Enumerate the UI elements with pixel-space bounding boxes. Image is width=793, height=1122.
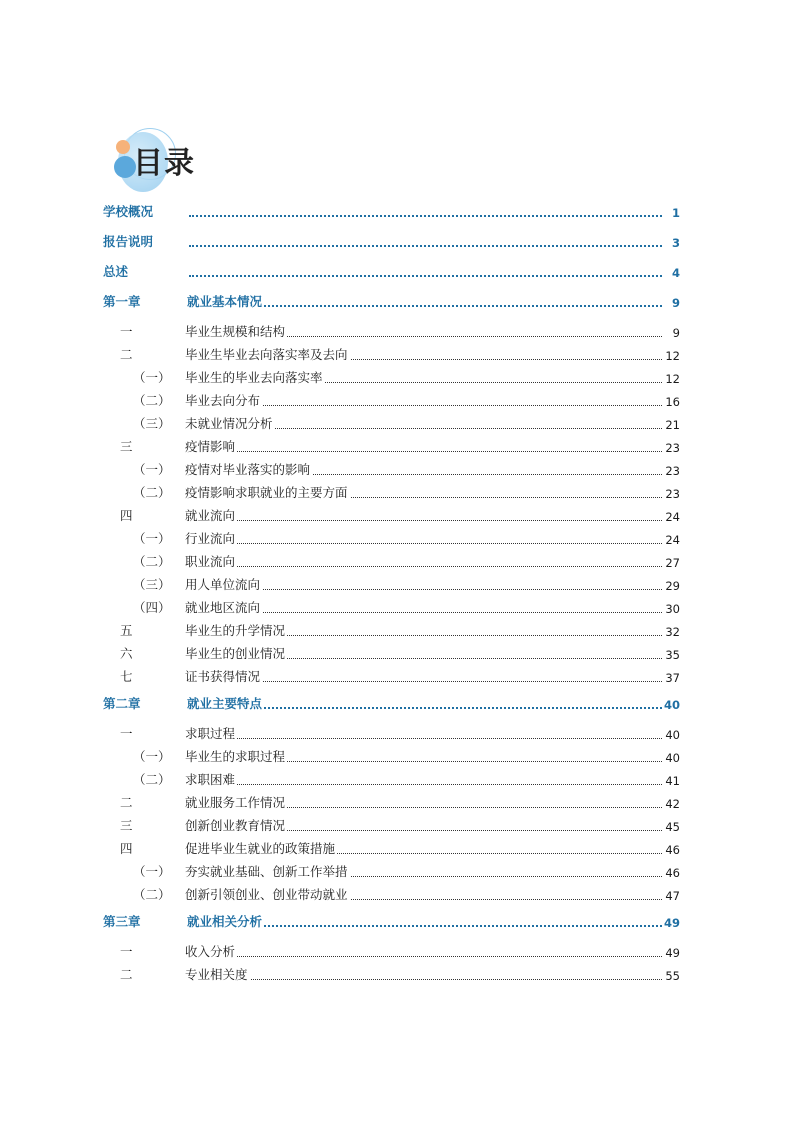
toc-entry-page: 27 bbox=[665, 556, 680, 570]
toc-entry-page: 9 bbox=[671, 296, 680, 310]
toc-entry[interactable] bbox=[103, 862, 680, 882]
toc-entry[interactable] bbox=[103, 202, 680, 222]
toc-entry-number: 二 bbox=[120, 795, 133, 810]
toc-entry-number: 七 bbox=[120, 669, 133, 684]
toc-entry[interactable] bbox=[103, 232, 680, 252]
dot-leader bbox=[253, 707, 662, 709]
toc-entry-number: 一 bbox=[120, 726, 133, 741]
dot-leader bbox=[233, 658, 662, 659]
toc-entry[interactable] bbox=[103, 747, 680, 767]
toc-entry-number: （二） bbox=[133, 772, 171, 787]
toc-entry-number: 第二章 bbox=[103, 696, 141, 711]
toc-entry-label: 毕业去向分布 bbox=[185, 393, 261, 408]
toc-entry-label: 就业服务工作情况 bbox=[185, 795, 286, 810]
dot-leader bbox=[233, 807, 662, 808]
toc-entry-number: 第三章 bbox=[103, 914, 141, 929]
dot-leader bbox=[233, 681, 662, 682]
toc-entry-page: 40 bbox=[665, 751, 680, 765]
toc-entry[interactable] bbox=[103, 942, 680, 962]
toc-entry[interactable] bbox=[103, 437, 680, 457]
toc-entry-label: 毕业生毕业去向落实率及去向 bbox=[185, 347, 348, 362]
toc-entry-page: 21 bbox=[665, 418, 680, 432]
toc-entry-label: 疫情影响求职就业的主要方面 bbox=[185, 485, 348, 500]
toc-entry-number: （一） bbox=[133, 749, 171, 764]
toc-entry-label: 证书获得情况 bbox=[185, 669, 261, 684]
toc-entry-page: 49 bbox=[663, 916, 680, 930]
toc-entry-label: 夯实就业基础、创新工作举措 bbox=[185, 864, 348, 879]
toc-entry-number: 四 bbox=[120, 508, 133, 523]
dot-leader bbox=[233, 784, 662, 785]
toc-entry-label: 疫情对毕业落实的影响 bbox=[185, 462, 311, 477]
dot-leader bbox=[233, 612, 662, 613]
toc-entry-page: 37 bbox=[665, 671, 680, 685]
toc-entry[interactable] bbox=[103, 724, 680, 744]
toc-entry-label: 学校概况 bbox=[103, 204, 154, 219]
toc-entry-page: 1 bbox=[671, 206, 680, 220]
toc-entry[interactable] bbox=[103, 345, 680, 365]
toc-entry[interactable] bbox=[103, 667, 680, 687]
toc-entry-label: 职业流向 bbox=[185, 554, 236, 569]
toc-entry-number: 三 bbox=[120, 818, 133, 833]
toc-entry[interactable] bbox=[103, 912, 680, 932]
toc-entry-number: 二 bbox=[120, 347, 133, 362]
toc-entry-label: 行业流向 bbox=[185, 531, 236, 546]
toc-entry[interactable] bbox=[103, 575, 680, 595]
toc-entry[interactable] bbox=[103, 292, 680, 312]
toc-entry-label: 报告说明 bbox=[103, 234, 154, 249]
dot-leader bbox=[233, 830, 662, 831]
toc-entry-page: 9 bbox=[672, 326, 680, 340]
toc-entry-number: （一） bbox=[133, 531, 171, 546]
toc-entry[interactable] bbox=[103, 621, 680, 641]
toc-entry[interactable] bbox=[103, 770, 680, 790]
toc-entry[interactable] bbox=[103, 483, 680, 503]
toc-entry[interactable] bbox=[103, 816, 680, 836]
dot-leader bbox=[189, 275, 662, 277]
toc-entry-page: 45 bbox=[665, 820, 680, 834]
toc-entry-page: 47 bbox=[665, 889, 680, 903]
toc-entry-number: （二） bbox=[133, 393, 171, 408]
toc-entry-number: （二） bbox=[133, 485, 171, 500]
toc-entry[interactable] bbox=[103, 368, 680, 388]
toc-entry-page: 35 bbox=[665, 648, 680, 662]
toc-entry-label: 毕业生的升学情况 bbox=[185, 623, 286, 638]
toc-entry-label: 创新创业教育情况 bbox=[185, 818, 286, 833]
toc-entry-number: 四 bbox=[120, 841, 133, 856]
dot-leader bbox=[189, 215, 662, 217]
toc-entry-page: 3 bbox=[671, 236, 680, 250]
decoration-dot-orange bbox=[116, 140, 130, 154]
toc-entry-page: 23 bbox=[665, 441, 680, 455]
toc-entry-number: （三） bbox=[133, 416, 171, 431]
dot-leader bbox=[233, 451, 662, 452]
toc-entry[interactable] bbox=[103, 644, 680, 664]
toc-entry-label: 毕业生的求职过程 bbox=[185, 749, 286, 764]
toc-entry[interactable] bbox=[103, 885, 680, 905]
toc-entry-page: 24 bbox=[665, 533, 680, 547]
dot-leader bbox=[233, 738, 662, 739]
toc-entry[interactable] bbox=[103, 460, 680, 480]
toc-entry[interactable] bbox=[103, 262, 680, 282]
toc-entry-page: 4 bbox=[671, 266, 680, 280]
toc-entry[interactable] bbox=[103, 694, 680, 714]
dot-leader bbox=[233, 543, 662, 544]
dot-leader bbox=[233, 566, 662, 567]
dot-leader bbox=[253, 305, 662, 307]
toc-entry-label: 就业相关分析 bbox=[187, 914, 263, 929]
toc-entry-label: 毕业生的毕业去向落实率 bbox=[185, 370, 323, 385]
toc-entry-page: 16 bbox=[665, 395, 680, 409]
toc-entry-page: 42 bbox=[665, 797, 680, 811]
toc-entry[interactable] bbox=[103, 965, 680, 985]
toc-entry-page: 55 bbox=[665, 969, 680, 983]
toc-entry-number: （二） bbox=[133, 554, 171, 569]
dot-leader bbox=[233, 520, 662, 521]
toc-entry-page: 41 bbox=[665, 774, 680, 788]
toc-entry[interactable] bbox=[103, 552, 680, 572]
toc-entry[interactable] bbox=[103, 793, 680, 813]
toc-entry-label: 求职过程 bbox=[185, 726, 236, 741]
toc-entry-label: 收入分析 bbox=[185, 944, 236, 959]
toc-entry-label: 总述 bbox=[103, 264, 129, 279]
toc-entry-label: 就业地区流向 bbox=[185, 600, 261, 615]
toc-entry[interactable] bbox=[103, 529, 680, 549]
toc-entry-number: 一 bbox=[120, 944, 133, 959]
toc-entry-page: 29 bbox=[665, 579, 680, 593]
toc-entry-page: 30 bbox=[665, 602, 680, 616]
toc-entry-page: 12 bbox=[665, 372, 680, 386]
toc-entry-number: 第一章 bbox=[103, 294, 141, 309]
toc-entry-label: 就业流向 bbox=[185, 508, 236, 523]
toc-entry-label: 专业相关度 bbox=[185, 967, 248, 982]
toc-entry-label: 就业基本情况 bbox=[187, 294, 263, 309]
toc-title: 目录 bbox=[133, 146, 195, 181]
toc-entry-page: 40 bbox=[663, 698, 680, 712]
toc-entry-label: 毕业生的创业情况 bbox=[185, 646, 286, 661]
toc-entry-number: （二） bbox=[133, 887, 171, 902]
toc-entry-page: 46 bbox=[665, 866, 680, 880]
dot-leader bbox=[233, 956, 662, 957]
toc-entry-number: 一 bbox=[120, 324, 133, 339]
toc-entry-number: 六 bbox=[120, 646, 133, 661]
toc-entry-page: 49 bbox=[665, 946, 680, 960]
toc-entry-label: 创新引领创业、创业带动就业 bbox=[185, 887, 348, 902]
dot-leader bbox=[233, 635, 662, 636]
toc-entry-number: （一） bbox=[133, 864, 171, 879]
dot-leader bbox=[233, 428, 662, 429]
toc-entry-label: 未就业情况分析 bbox=[185, 416, 273, 431]
toc-entry-label: 促进毕业生就业的政策措施 bbox=[185, 841, 336, 856]
toc-entry[interactable] bbox=[103, 322, 680, 342]
toc-entry[interactable] bbox=[103, 839, 680, 859]
toc-entry-number: （三） bbox=[133, 577, 171, 592]
dot-leader bbox=[233, 336, 662, 337]
toc-entry-page: 40 bbox=[665, 728, 680, 742]
toc-entry-label: 就业主要特点 bbox=[187, 696, 263, 711]
dot-leader bbox=[233, 405, 662, 406]
toc-entry-page: 24 bbox=[665, 510, 680, 524]
toc-entry-label: 疫情影响 bbox=[185, 439, 236, 454]
toc-entry-page: 23 bbox=[665, 487, 680, 501]
toc-entry-page: 23 bbox=[665, 464, 680, 478]
toc-entry[interactable] bbox=[103, 391, 680, 411]
toc-entry-number: （四） bbox=[133, 600, 171, 615]
toc-entry-number: （一） bbox=[133, 462, 171, 477]
toc-entry-page: 46 bbox=[665, 843, 680, 857]
toc-entry-label: 求职困难 bbox=[185, 772, 236, 787]
dot-leader bbox=[253, 925, 662, 927]
toc-entry-page: 12 bbox=[665, 349, 680, 363]
toc-entry[interactable] bbox=[103, 506, 680, 526]
dot-leader bbox=[233, 761, 662, 762]
toc-entry-label: 用人单位流向 bbox=[185, 577, 261, 592]
dot-leader bbox=[233, 979, 662, 980]
toc-entry-number: 五 bbox=[120, 623, 133, 638]
toc-entry[interactable] bbox=[103, 598, 680, 618]
toc-entry[interactable] bbox=[103, 414, 680, 434]
dot-leader bbox=[233, 589, 662, 590]
toc-entry-number: 三 bbox=[120, 439, 133, 454]
dot-leader bbox=[189, 245, 662, 247]
toc-entry-number: （一） bbox=[133, 370, 171, 385]
toc-entry-number: 二 bbox=[120, 967, 133, 982]
toc-entry-label: 毕业生规模和结构 bbox=[185, 324, 286, 339]
toc-entry-page: 32 bbox=[665, 625, 680, 639]
